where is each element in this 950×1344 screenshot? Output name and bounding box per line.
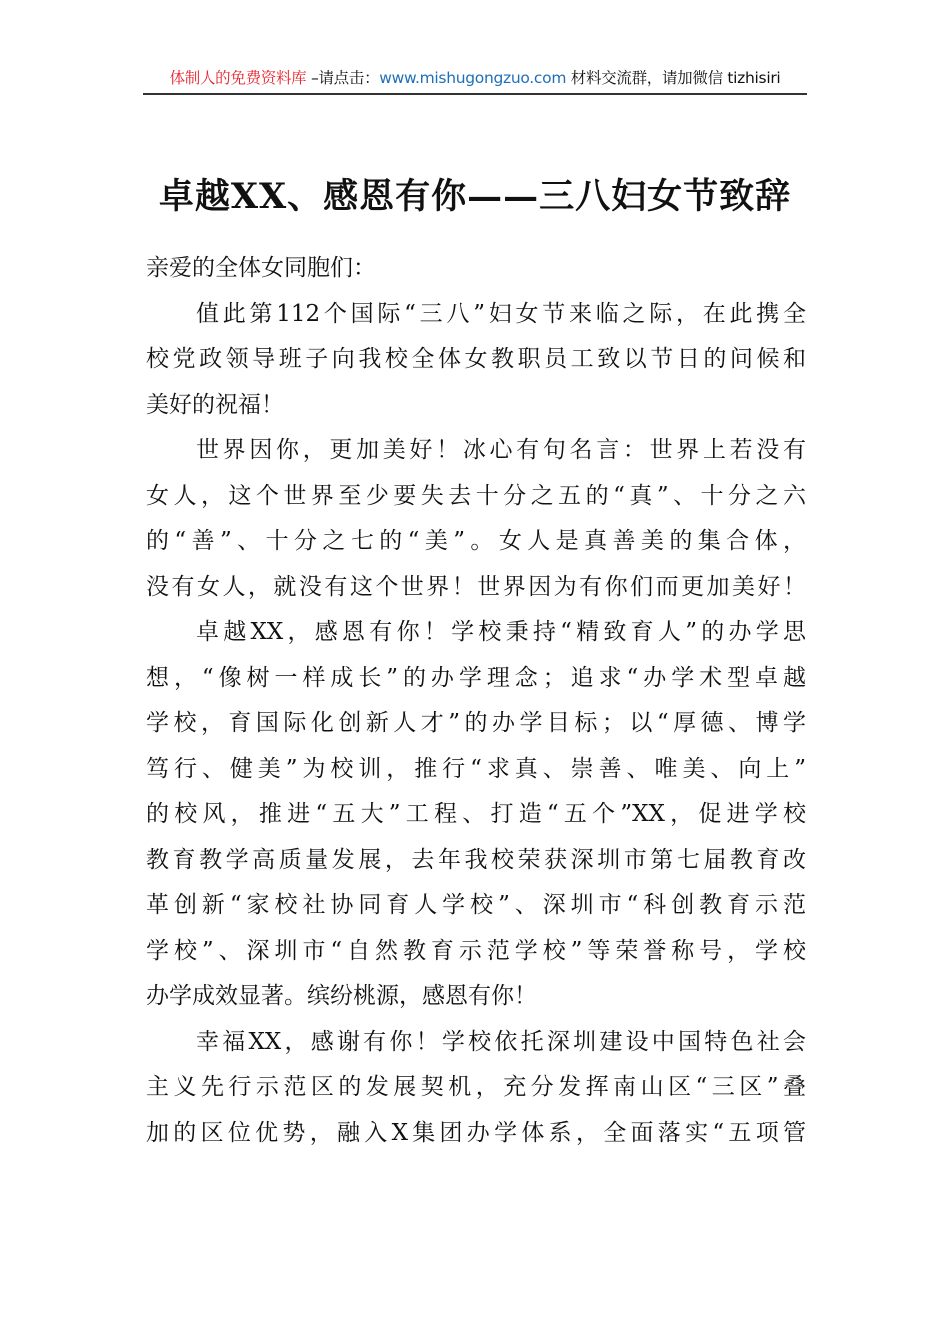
- text-line: 美好的祝福！: [146, 391, 284, 418]
- header-prompt: –请点击：: [306, 69, 380, 87]
- text-line: 亲爱的全体女同胞们：: [146, 255, 376, 281]
- text-line: 值此第112个国际“三八”妇女节来临之际，在此携全: [196, 300, 806, 327]
- page-header: [143, 66, 807, 90]
- document-body: [146, 246, 806, 1156]
- text-line: 办学成效显著。缤纷桃源，感恩有你！: [146, 983, 537, 1009]
- text-line: 的“善”、十分之七的“美”。女人是真善美的集合体，: [146, 528, 806, 554]
- text-line: 卓越XX，感恩有你！学校秉持“精致育人”的办学思: [196, 619, 806, 645]
- text-line: 幸福XX，感谢有你！学校依托深圳建设中国特色社会: [196, 1028, 806, 1055]
- text-line: 笃行、健美”为校训，推行“求真、崇善、唯美、向上”: [146, 755, 806, 782]
- text-line: 想，“像树一样成长”的办学理念；追求“办学术型卓越: [146, 664, 806, 691]
- text-line: 女人，这个世界至少要失去十分之五的“真”、十分之六: [146, 482, 806, 509]
- header-link[interactable]: www.mishugongzuo.com: [379, 69, 567, 87]
- header-contact: 材料交流群，请加微信 tizhisiri: [566, 69, 781, 87]
- text-line: 革创新“家校社协同育人学校”、深圳市“科创教育示范: [146, 892, 806, 918]
- text-line: 加的区位优势，融入X集团办学体系，全面落实“五项管: [146, 1119, 806, 1146]
- text-line: 学校”、深圳市“自然教育示范学校”等荣誉称号，学校: [146, 937, 806, 964]
- text-line: 学校，育国际化创新人才”的办学目标；以“厚德、博学: [146, 710, 806, 736]
- document-title: 卓越XX、感恩有你——三八妇女节致辞: [158, 176, 792, 217]
- text-line: 教育教学高质量发展，去年我校荣获深圳市第七届教育改: [146, 846, 806, 873]
- header-brand: 体制人的免费资料库: [169, 69, 307, 87]
- header-divider: [143, 93, 807, 95]
- text-line: 没有女人，就没有这个世界！世界因为有你们而更加美好！: [146, 573, 806, 600]
- text-line: 主义先行示范区的发展契机，充分发挥南山区“三区”叠: [146, 1074, 806, 1100]
- text-line: 校党政领导班子向我校全体女教职员工致以节日的问候和: [146, 346, 806, 372]
- text-line: 的校风，推进“五大”工程、打造“五个”XX，促进学校: [146, 801, 806, 827]
- text-line: 世界因你，更加美好！冰心有句名言：世界上若没有: [196, 437, 806, 463]
